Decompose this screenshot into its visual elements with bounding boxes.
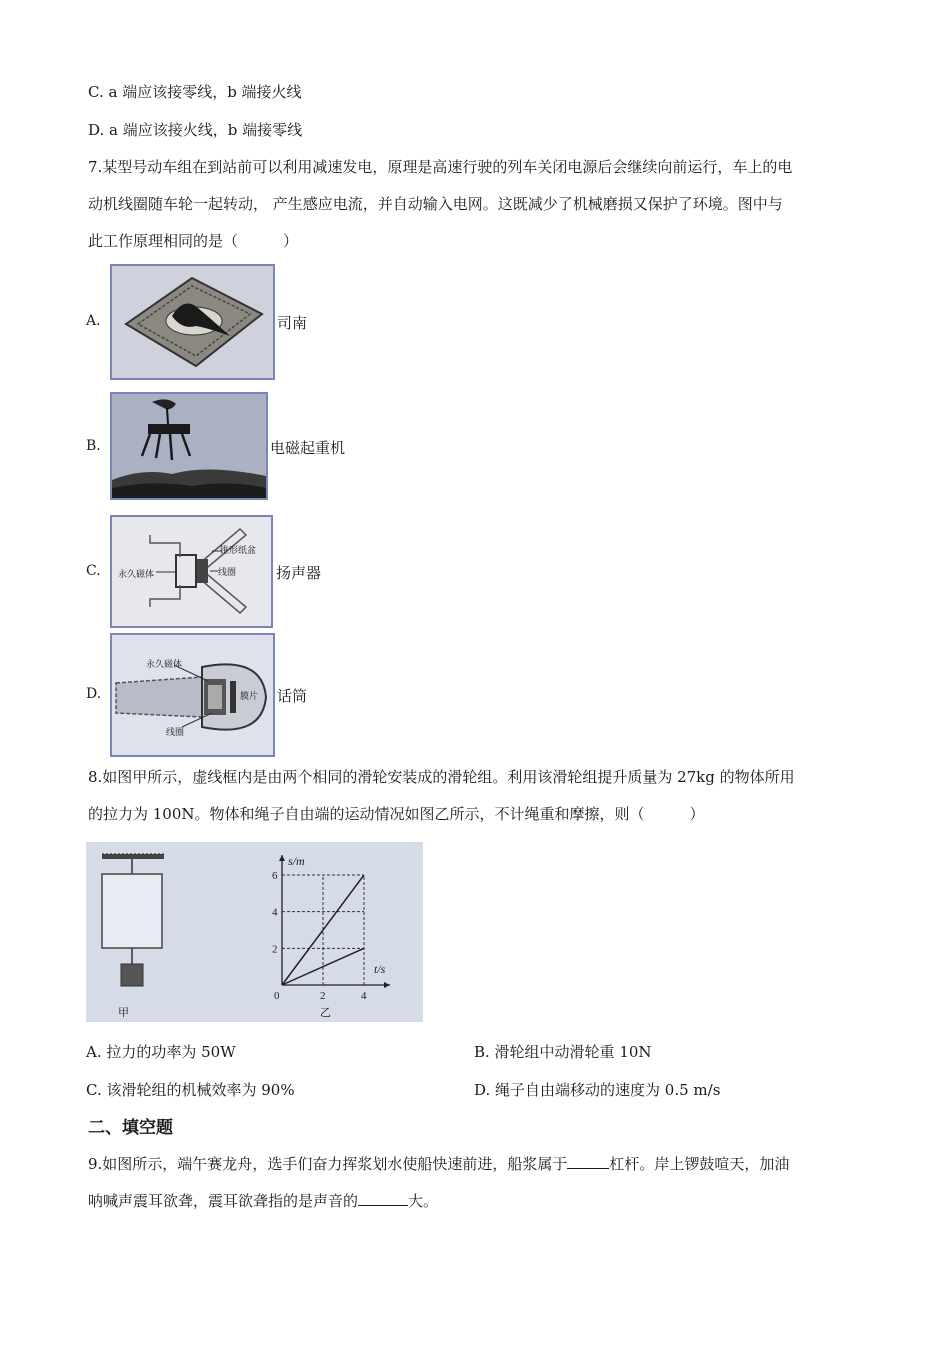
diaphragm-label: 膜片 xyxy=(240,692,259,702)
q7-option-a-caption: 司南 xyxy=(277,314,308,332)
magnet-label: 永久磁体 xyxy=(118,570,155,580)
q8-stem-line1: 8.如图甲所示，虚线框内是由两个相同的滑轮安装成的滑轮组。利用该滑轮组提升质量为 27kg 的物体所用 xyxy=(88,768,795,786)
cone-label: 锥形纸盆 xyxy=(220,546,257,556)
q9-line1-text-b: 杠杆。岸上锣鼓喧天，加油 xyxy=(609,1155,790,1173)
q9-line1 xyxy=(88,1154,789,1174)
coil-label: 线圈 xyxy=(166,728,185,738)
q9-blank-1[interactable] xyxy=(567,1154,609,1169)
q9-line2 xyxy=(88,1191,438,1211)
q7-option-c-caption: 扬声器 xyxy=(276,564,322,582)
q8-answer-c: C. 该滑轮组的机械效率为 90% xyxy=(86,1081,295,1099)
x-axis-label: t/s xyxy=(374,962,386,976)
q9-line1-text-a: 9.如图所示，端午赛龙舟，选手们奋力挥浆划水使船快速前进，船浆属于 xyxy=(88,1155,568,1173)
q9-line2-text-a: 呐喊声震耳欲聋，震耳欲聋指的是声音的 xyxy=(88,1192,359,1210)
q7-option-c-label: C. xyxy=(86,563,101,579)
speaker-diagram-image xyxy=(110,515,273,628)
q7-option-a-label: A. xyxy=(86,313,101,329)
q7-option-d-caption: 话筒 xyxy=(277,687,308,705)
section-title: 二、填空题 xyxy=(88,1118,173,1138)
y-tick-label: 2 xyxy=(272,943,278,956)
electromagnetic-crane-image xyxy=(110,392,268,500)
s-t-graph xyxy=(86,842,423,1022)
coil-label: 线圈 xyxy=(218,568,237,578)
q9-line2-text-b: 大。 xyxy=(408,1192,439,1210)
y-tick-label: 4 xyxy=(272,906,278,919)
q7-option-b-caption: 电磁起重机 xyxy=(270,439,346,457)
q7-option-b-label: B. xyxy=(86,438,101,454)
x-tick-label: 4 xyxy=(361,990,367,1002)
x-tick-label: 2 xyxy=(320,990,326,1002)
q7-stem-line3: 此工作原理相同的是（ ） xyxy=(88,232,299,250)
q8-answer-b: B. 滑轮组中动滑轮重 10N xyxy=(474,1043,652,1061)
q7-stem-line1: 7.某型号动车组在到站前可以利用减速发电，原理是高速行驶的列车关闭电源后会继续向前运行，车上的电 xyxy=(88,158,793,176)
q8-stem-line2: 的拉力为 100N。物体和绳子自由端的运动情况如图乙所示，不计绳重和摩擦，则（ ） xyxy=(88,805,705,823)
x-axis-arrow xyxy=(384,982,390,988)
q7-option-d-label: D. xyxy=(86,686,102,702)
y-axis-label: s/m xyxy=(288,854,305,868)
fig-yi-label: 乙 xyxy=(320,1006,331,1019)
q8-answer-a: A. 拉力的功率为 50W xyxy=(86,1043,236,1061)
q9-blank-2[interactable] xyxy=(358,1191,408,1206)
microphone-diagram-image xyxy=(110,633,275,757)
magnet-label: 永久磁体 xyxy=(146,660,183,670)
q8-answer-d: D. 绳子自由端移动的速度为 0.5 m/s xyxy=(474,1081,721,1099)
y-tick-label: 6 xyxy=(272,870,278,882)
x-tick-label: 0 xyxy=(274,990,280,1002)
sinan-compass-image xyxy=(110,264,275,380)
option-d-prev: D. a 端应该接火线，b 端接零线 xyxy=(88,121,303,139)
q8-figure xyxy=(86,842,423,1022)
q7-stem-line2: 动机线圈随车轮一起转动， 产生感应电流，并自动输入电网。这既减少了机械磨损又保护了环境。图中与 xyxy=(88,195,783,213)
fig-jia-label: 甲 xyxy=(118,1006,129,1019)
option-c-prev: C. a 端应该接零线，b 端接火线 xyxy=(88,83,302,101)
y-axis-arrow xyxy=(279,855,285,861)
